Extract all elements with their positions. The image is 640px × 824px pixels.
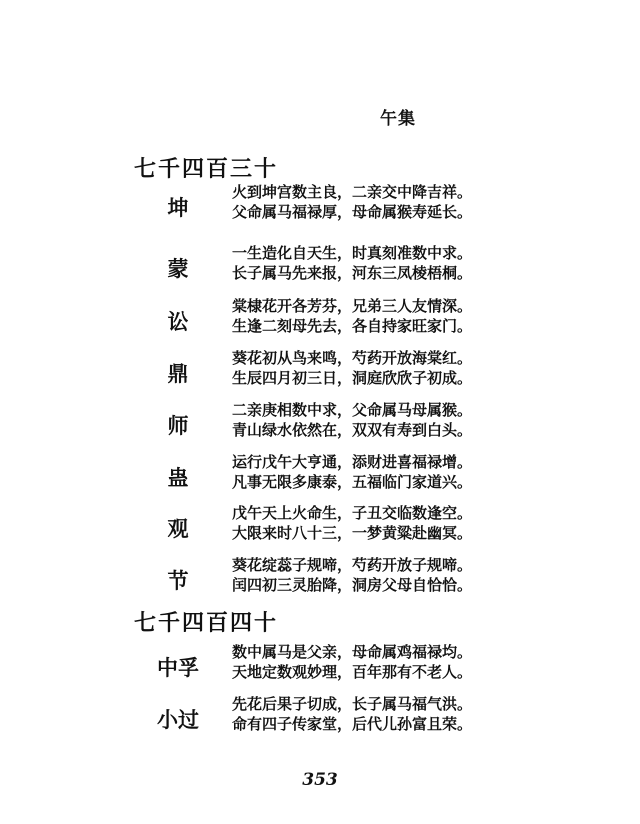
entry-lines bbox=[232, 182, 472, 222]
entry-label: 观 bbox=[167, 516, 189, 541]
section-title: 七千四百三十 bbox=[134, 156, 279, 182]
entry-line: 一生造化自天生，时真刻准数中求。 bbox=[232, 244, 473, 262]
entry bbox=[0, 452, 640, 492]
entry-line: 青山绿水依然在，双双有寿到白头。 bbox=[232, 421, 473, 439]
entry bbox=[0, 243, 640, 283]
section-title: 七千四百四十 bbox=[134, 610, 279, 636]
entry bbox=[0, 182, 640, 222]
entry-line: 先花后果子切成，长子属马福气洪。 bbox=[232, 695, 473, 713]
entry-lines bbox=[232, 400, 472, 440]
entry-lines bbox=[232, 243, 472, 283]
entry-line: 葵花绽蕊子规啼，芍药开放子规啼。 bbox=[232, 556, 473, 574]
entry-lines bbox=[232, 296, 472, 336]
entry-line: 数中属马是父亲，母命属鸡福禄均。 bbox=[232, 643, 473, 661]
entry-line: 生逢二刻母先去，各自持家旺家门。 bbox=[232, 317, 473, 335]
entry-line: 命有四子传家堂，后代儿孙富且荣。 bbox=[232, 715, 473, 733]
entry bbox=[0, 555, 640, 595]
entry-lines bbox=[232, 348, 472, 388]
entry-label: 师 bbox=[167, 413, 189, 438]
entry-line: 父命属马福禄厚，母命属猴寿延长。 bbox=[232, 203, 473, 221]
entry-line: 戊午天上火命生，子丑交临数逢空。 bbox=[232, 504, 473, 522]
entry-label: 坤 bbox=[167, 195, 189, 220]
page-number: 353 bbox=[302, 770, 338, 790]
entry bbox=[0, 694, 640, 734]
entry-line: 二亲庚相数中求，父命属马母属猴。 bbox=[232, 401, 473, 419]
entry-lines bbox=[232, 503, 472, 543]
entry-lines bbox=[232, 642, 472, 682]
entry bbox=[0, 503, 640, 543]
entry-line: 棠棣花开各芳芬，兄弟三人友情深。 bbox=[232, 297, 473, 315]
entry bbox=[0, 348, 640, 388]
entry-line: 天地定数观妙理，百年那有不老人。 bbox=[232, 663, 473, 681]
entry-line: 闰四初三灵胎降，洞房父母自恰恰。 bbox=[232, 576, 473, 594]
entry bbox=[0, 296, 640, 336]
entry bbox=[0, 400, 640, 440]
entry-label: 小过 bbox=[157, 707, 199, 732]
entry-line: 长子属马先来报，河东三凤棱梧桐。 bbox=[232, 264, 473, 282]
entry-line: 运行戊午大亨通，添财进喜福禄增。 bbox=[232, 453, 473, 471]
entry-label: 鼎 bbox=[167, 361, 189, 386]
entry-line: 大限来时八十三，一梦黄粱赴幽冥。 bbox=[232, 524, 473, 542]
entry-lines bbox=[232, 694, 472, 734]
entry-line: 火到坤宫数主良，二亲交中降吉祥。 bbox=[232, 183, 473, 201]
entry bbox=[0, 642, 640, 682]
entry-lines bbox=[232, 555, 472, 595]
entry-line: 葵花初从鸟来鸣，芍药开放海棠红。 bbox=[232, 349, 473, 367]
entry-label: 中孚 bbox=[157, 655, 199, 680]
entry-label: 讼 bbox=[167, 309, 189, 334]
entry-lines bbox=[232, 452, 472, 492]
entry-line: 凡事无限多康泰，五福临门家道兴。 bbox=[232, 473, 473, 491]
entry-line: 生辰四月初三日，洞庭欣欣子初成。 bbox=[232, 369, 473, 387]
entry-label: 蒙 bbox=[167, 256, 189, 281]
entry-label: 蛊 bbox=[167, 465, 189, 490]
entry-label: 节 bbox=[167, 568, 189, 593]
page-header: 午集 bbox=[380, 109, 416, 129]
